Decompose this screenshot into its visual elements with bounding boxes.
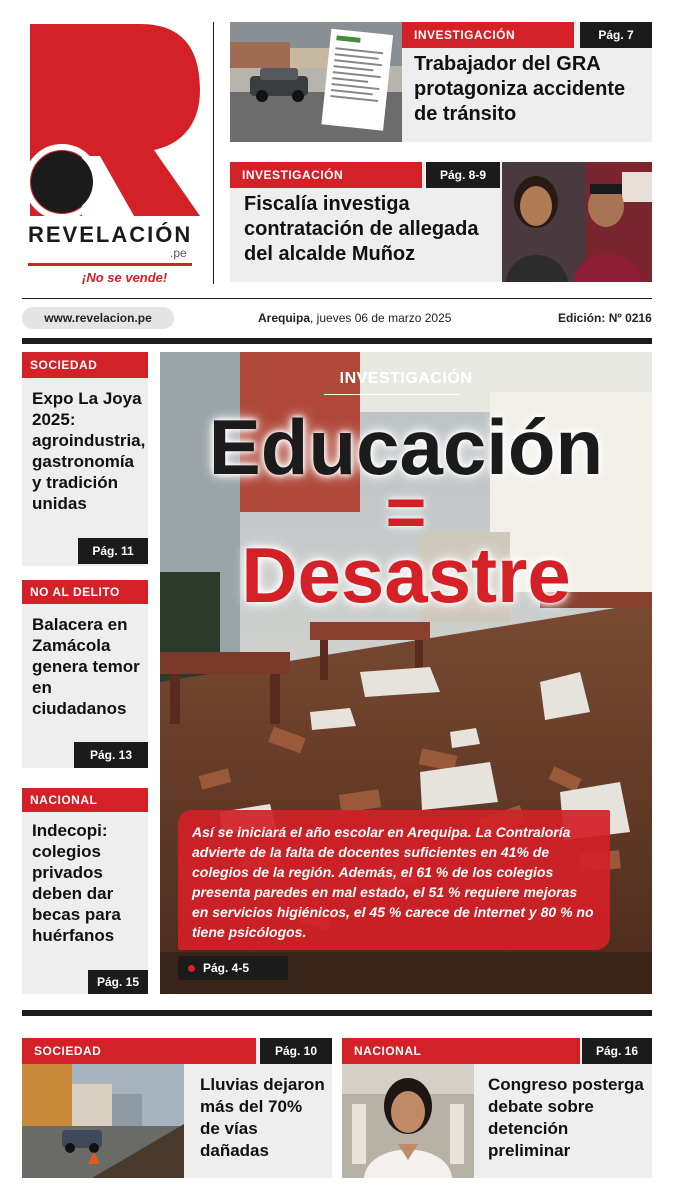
main-story-title-equals: = [385, 473, 427, 551]
main-story[interactable] [160, 352, 652, 994]
main-story-page-tag[interactable] [178, 956, 288, 980]
bottom-story-1[interactable] [22, 1038, 332, 1178]
top-story-2[interactable] [230, 162, 652, 282]
website-pill[interactable] [22, 307, 174, 329]
main-story-summary: Así se iniciará el año escolar en Arequipa. La Contraloría advierte de la falta de docentes suficientes en 41% de colegios de la región. Además, el 61 % de los colegios presenta paredes en mal estado, el 51 % requiere mejoras en servicios higiénicos, el 45 % carece de internet y 80 % no tiene psicólogos. [192, 824, 594, 940]
top-story-2-headline[interactable]: Fiscalía investiga contratación de allegada del alcalde Muñoz [244, 193, 479, 265]
date-text: , jueves 06 de marzo 2025 [310, 311, 452, 325]
sidebar-story-2-headline[interactable]: Balacera en Zamácola genera temor en ciudadanos [32, 615, 140, 718]
sidebar-story-2-page[interactable]: Pág. 13 [74, 742, 148, 768]
top-story-1[interactable] [230, 22, 652, 142]
main-story-title-line2[interactable]: Desastre [241, 531, 571, 619]
logo-name: REVELACIÓN [28, 222, 193, 247]
sidebar-story-1-tag: SOCIEDAD [22, 352, 148, 378]
edition-number: Nº 0216 [608, 311, 652, 325]
bottom-story-2[interactable] [342, 1038, 652, 1178]
sidebar-story-1-page[interactable]: Pág. 11 [78, 538, 148, 564]
main-story-kicker-rule [324, 394, 460, 395]
sidebar-story-3[interactable] [22, 788, 148, 994]
bottom-story-2-tag: NACIONAL [342, 1038, 580, 1064]
logo-slogan: ¡No se vende! [82, 270, 168, 285]
logo-mark [22, 20, 202, 220]
info-bar-bottom-rule [22, 338, 652, 344]
sidebar-story-3-headline[interactable]: Indecopi: colegios privados deben dar becas para huérfanos [32, 821, 121, 945]
portraits-photo [502, 162, 652, 282]
top-story-2-page[interactable]: Pág. 8-9 [426, 162, 500, 188]
page-dot-icon [188, 965, 195, 972]
sidebar-story-1-headline[interactable]: Expo La Joya 2025: agroindustria, gastronomía y tradición unidas [32, 389, 146, 513]
main-story-summary-box [178, 810, 610, 950]
bottom-story-2-headline[interactable]: Congreso posterga debate sobre detención preliminar [488, 1075, 644, 1160]
bottom-section-rule [22, 1010, 652, 1016]
main-story-page: Pág. 4-5 [203, 961, 250, 975]
logo-domain: .pe [170, 246, 187, 260]
edition-label: Edición: [558, 311, 606, 325]
masthead-logo[interactable] [22, 20, 202, 290]
masthead-divider [213, 22, 214, 284]
website-link[interactable]: www.revelacion.pe [44, 311, 152, 325]
sidebar-story-3-page[interactable]: Pág. 15 [88, 970, 148, 994]
info-bar-top-rule [22, 298, 652, 299]
top-story-1-tag: INVESTIGACIÓN [402, 22, 574, 48]
sidebar-story-1[interactable] [22, 352, 148, 566]
main-story-kicker: INVESTIGACIÓN [339, 370, 473, 387]
bottom-story-1-page[interactable]: Pág. 10 [260, 1038, 332, 1064]
top-story-2-tag: INVESTIGACIÓN [230, 162, 422, 188]
sidebar-story-2-tag: NO AL DELITO [22, 580, 148, 604]
date-city: Arequipa [258, 311, 311, 325]
politician-portrait-photo [342, 1064, 474, 1178]
edition-info [558, 311, 652, 325]
car-accident-photo [230, 22, 402, 142]
bottom-story-1-headline[interactable]: Lluvias dejaron más del 70% de vías dañadas [200, 1075, 325, 1160]
logo-rule [28, 263, 192, 266]
top-story-1-headline[interactable]: Trabajador del GRA protagoniza accidente de tránsito [414, 53, 626, 125]
sidebar-story-3-tag: NACIONAL [22, 788, 148, 812]
bottom-story-2-page[interactable]: Pág. 16 [582, 1038, 652, 1064]
main-story-title-line1[interactable]: Educación [208, 403, 604, 491]
top-story-1-page[interactable]: Pág. 7 [580, 22, 652, 48]
flooded-street-photo [22, 1064, 184, 1178]
bottom-story-1-tag: SOCIEDAD [22, 1038, 256, 1064]
date-line [258, 311, 451, 325]
sidebar-story-2[interactable] [22, 580, 148, 768]
